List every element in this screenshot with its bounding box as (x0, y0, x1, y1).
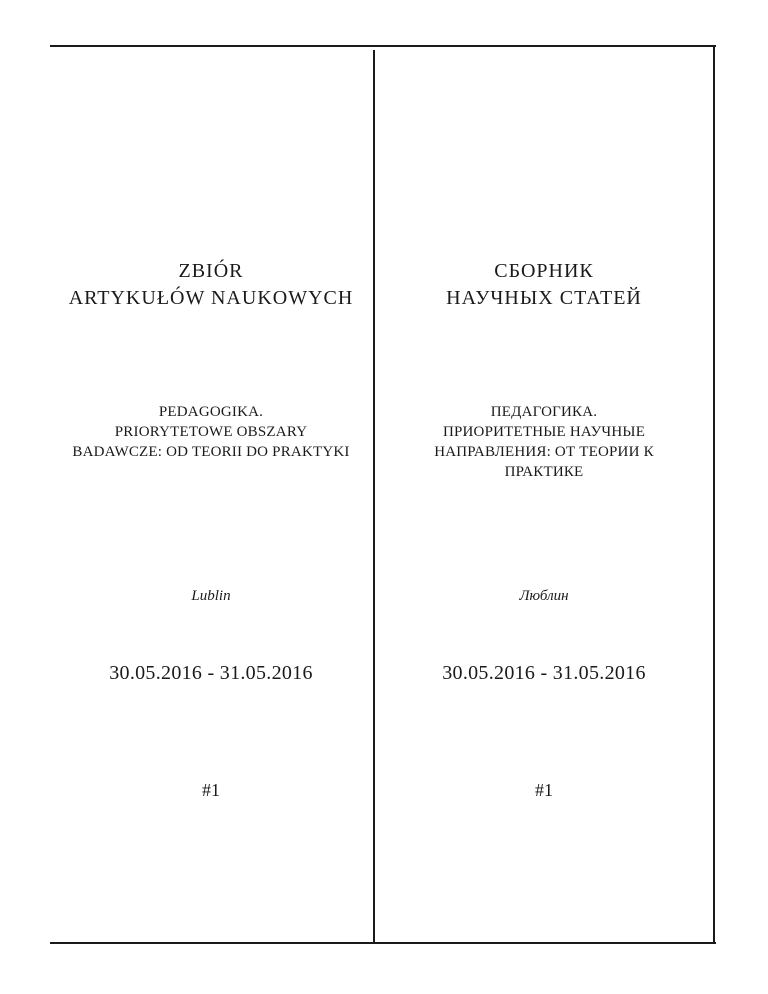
subtitle-line: ПЕДАГОГИКА. (490, 404, 598, 420)
title-line: ZBIÓR (178, 260, 244, 282)
subtitle-line: ПРИОРИТЕТНЫЕ НАУЧНЫЕ (442, 424, 646, 440)
dates-ru: 30.05.2016 - 31.05.2016 (442, 662, 646, 684)
collection-title-ru (376, 258, 712, 312)
title-line: СБОРНИК (494, 260, 594, 282)
russian-column (376, 0, 712, 994)
subtitle-line: PRIORYTETOWE OBSZARY (114, 424, 308, 440)
issue-number-pl: #1 (202, 780, 220, 800)
dates-pl: 30.05.2016 - 31.05.2016 (109, 662, 313, 684)
right-border (713, 45, 715, 944)
polish-column (49, 0, 373, 994)
city-ru: Люблин (519, 588, 569, 604)
issue-number-ru: #1 (535, 780, 553, 800)
column-divider (373, 50, 375, 943)
subject-subtitle-pl (49, 402, 373, 462)
subtitle-line: PEDAGOGIKA. (158, 404, 264, 420)
subtitle-line: НАПРАВЛЕНИЯ: ОТ ТЕОРИИ К (434, 444, 654, 460)
title-line: ARTYKUŁÓW NAUKOWYCH (68, 287, 354, 309)
subject-subtitle-ru (376, 402, 712, 482)
title-line: НАУЧНЫХ СТАТЕЙ (446, 287, 642, 309)
subtitle-line: BADAWCZE: OD TEORII DO PRAKTYKI (72, 444, 350, 460)
city-pl: Lublin (191, 588, 231, 604)
collection-title-pl (49, 258, 373, 312)
subtitle-line: ПРАКТИКЕ (504, 464, 584, 480)
